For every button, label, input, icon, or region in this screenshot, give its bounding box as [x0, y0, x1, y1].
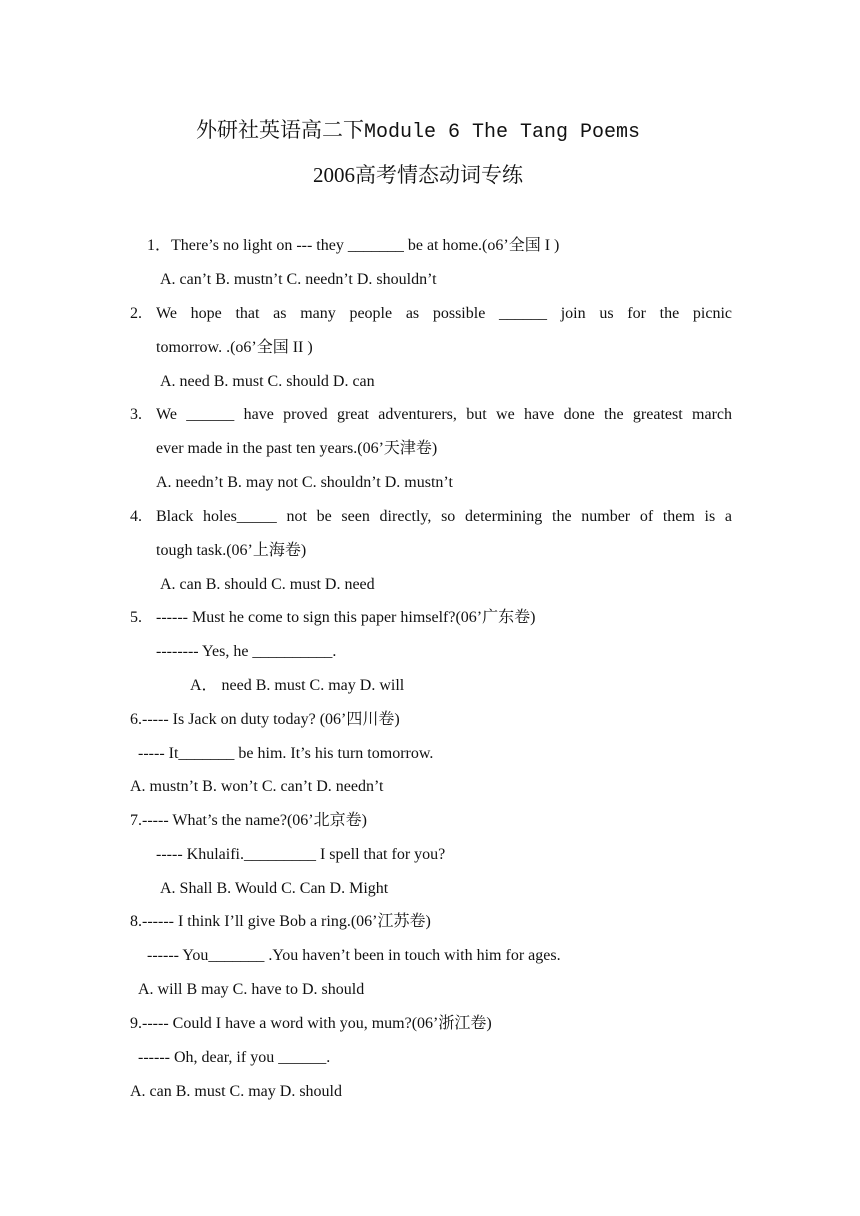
question-5-stem-line2: -------- Yes, he __________. — [156, 643, 337, 660]
question-9-options: A. can B. must C. may D. should — [130, 1083, 342, 1100]
question-5-number: 5. — [130, 609, 142, 626]
question-6-stem-line2: ----- It_______ be him. It’s his turn tomorrow. — [138, 745, 434, 762]
question-5-options: A． need B. must C. may D. will — [190, 677, 405, 694]
question-4-number: 4. — [130, 508, 142, 525]
question-3-stem-line1: We ______ have proved great adventurers, but we have done the greatest march — [156, 406, 732, 423]
title-module: Module 6 The Tang Poems — [363, 121, 641, 144]
question-3-number: 3. — [130, 406, 142, 423]
question-2-stem-line2: tomorrow. .(o6’全国 II ) — [156, 339, 313, 356]
question-2-number: 2. — [130, 305, 142, 322]
document-title — [0, 114, 836, 144]
question-1-options: A. can’t B. mustn’t C. needn’t D. shouldn’t — [160, 271, 437, 288]
question-8-stem-line1: 8.------ I think I’ll give Bob a ring.(06’江苏卷) — [130, 913, 431, 930]
question-6-options: A. mustn’t B. won’t C. can’t D. needn’t — [130, 778, 384, 795]
question-7-stem-line2: ----- Khulaifi._________ I spell that for you? — [156, 846, 446, 863]
question-2-stem-line1: We hope that as many people as possible ______ join us for the picnic — [156, 305, 732, 322]
question-4-options: A. can B. should C. must D. need — [160, 576, 375, 593]
question-7-stem-line1: 7.----- What’s the name?(06’北京卷) — [130, 812, 367, 829]
document-subtitle: 2006高考情态动词专练 — [313, 163, 523, 187]
question-5-stem-line1: ------ Must he come to sign this paper himself?(06’广东卷) — [156, 609, 536, 626]
question-9-stem-line1: 9.----- Could I have a word with you, mum?(06’浙江卷) — [130, 1015, 492, 1032]
question-4-stem-line2: tough task.(06’上海卷) — [156, 542, 307, 559]
question-4-stem-line1: Black holes_____ not be seen directly, so determining the number of them is a — [156, 508, 732, 525]
question-1-stem: 1．There’s no light on --- they _______ be at home.(o6’全国 I ) — [147, 237, 560, 254]
question-9-stem-line2: ------ Oh, dear, if you ______. — [138, 1049, 331, 1066]
question-8-options: A. will B may C. have to D. should — [138, 981, 365, 998]
question-6-stem-line1: 6.----- Is Jack on duty today? (06’四川卷) — [130, 711, 400, 728]
question-2-options: A. need B. must C. should D. can — [160, 373, 375, 390]
question-7-options: A. Shall B. Would C. Can D. Might — [160, 880, 389, 897]
question-8-stem-line2: ------ You_______ .You haven’t been in touch with him for ages. — [147, 947, 561, 964]
question-3-stem-line2: ever made in the past ten years.(06’天津卷) — [156, 440, 438, 457]
title-chinese: 外研社英语高二下 — [195, 118, 364, 142]
question-3-options: A. needn’t B. may not C. shouldn’t D. mustn’t — [156, 474, 453, 491]
